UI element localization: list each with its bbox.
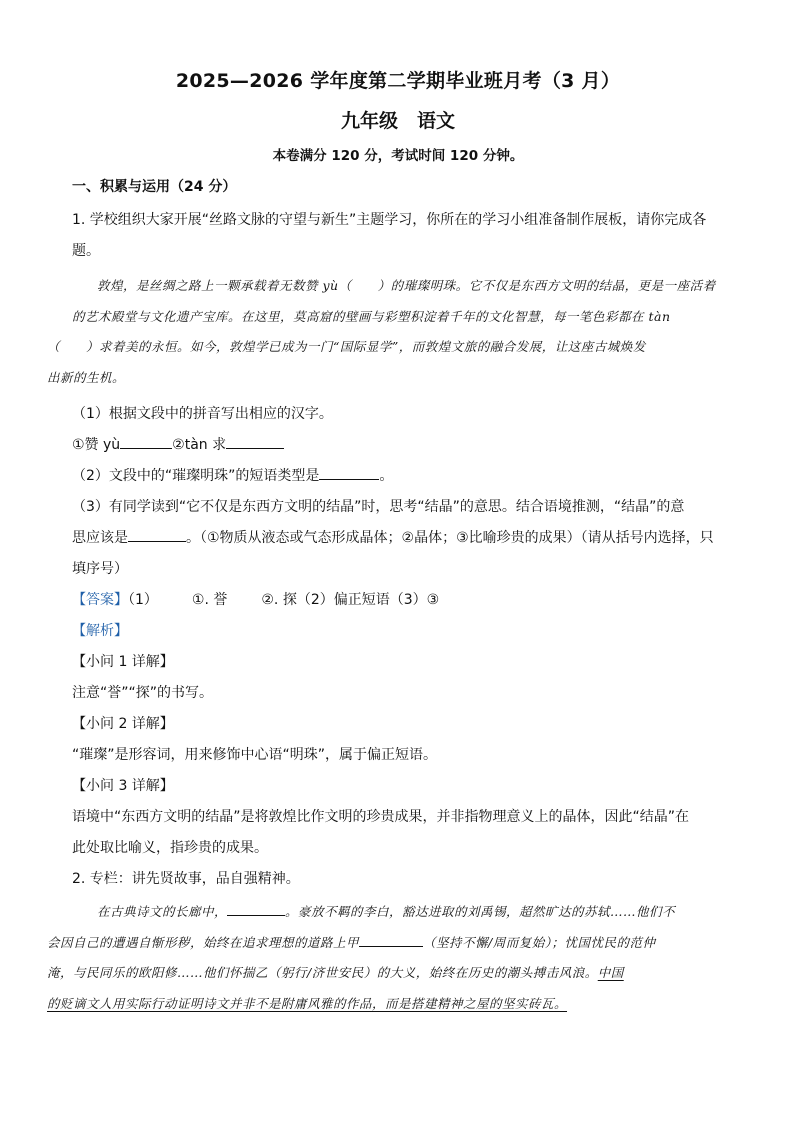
- q1-passage-1b: ）的璀璨明珠。它不仅是东西方文明的结晶，更是一座: [377, 278, 690, 293]
- answer-part1-b: ②. 探（2）偏正短语（3）③: [261, 592, 440, 608]
- q1-sub3-d: 填序号）: [72, 561, 128, 577]
- detail2-text: “璀璨”是形容词，用来修饰中心语“明珠”，属于偏正短语。: [72, 747, 438, 763]
- q1-passage-3a: （: [47, 339, 61, 354]
- q1-sub2-blank[interactable]: [319, 465, 379, 480]
- q1-sub3: [72, 523, 724, 554]
- detail1-label: 【小问 1 详解】: [72, 654, 174, 670]
- q1-sub1-b: ②tàn 求: [172, 437, 227, 453]
- q2-p4-underlined: 的贬谪文人用实际行动证明诗文并非不是附庸风雅的作品，而是搭建精神之屋的坚实砖瓦。: [47, 995, 568, 1011]
- exam-subtitle: 九年级 语文: [340, 110, 455, 132]
- q1-blank-yu[interactable]: [352, 276, 378, 290]
- detail3-text-a: 语境中“东西方文明的结晶”是将敦煌比作文明的珍贵成果，并非指物理意义上的晶体，因此“结晶”在: [72, 809, 690, 825]
- q2-p2b: （坚持不懈/周而复始）；忧国忧民的范仲: [423, 934, 656, 950]
- q1-intro-b: 题。: [72, 243, 100, 259]
- q1-passage-2: 活着的艺术殿堂与文化遗产宝库。在这里，莫高窟的壁画与彩塑积淀着千年的文化智慧，每一笔色彩都在 tàn: [72, 278, 716, 324]
- q1-sub3-a: （3）有同学读到“它不仅是东西方文明的结晶”时，思考“结晶”的意思。结合语境推测，“结晶”的意: [72, 499, 685, 515]
- q2-p2a: 会因自己的遭遇自惭形秽，始终在追求理想的道路上甲: [47, 934, 360, 950]
- q1-passage: [47, 271, 724, 393]
- analysis-label: 【解析】: [72, 623, 128, 639]
- q1-sub1-b-blank[interactable]: [226, 434, 284, 449]
- exam-title: 2025—2026 学年度第二学期毕业班月考（3 月）: [175, 70, 621, 92]
- answer-label: 【答案】: [72, 592, 128, 608]
- q1-intro-a: 1. 学校组织大家开展“丝路文脉的守望与新生”主题学习，你所在的学习小组准备制作展板，请你完成各: [72, 212, 707, 228]
- detail1-text: 注意“誉”“探”的书写。: [72, 685, 214, 701]
- q1-sub2-end: 。: [379, 468, 394, 484]
- detail2-label: 【小问 2 详解】: [72, 716, 174, 732]
- q1-sub3-b: 思应该是: [72, 530, 128, 546]
- q2-p1b: 。豪放不羁的李白，豁达进取的刘禹锡，超然旷达的苏轼……他们不: [285, 904, 676, 919]
- q2-p1a: 在古典诗文的长廊中，: [97, 904, 228, 919]
- detail3-label: 【小问 3 详解】: [72, 778, 174, 794]
- q2-blank-jia[interactable]: [359, 932, 423, 947]
- q2-p3: 淹，与民同乐的欧阳修……他们怀揣乙（躬行/济世安民）的大义，始终在历史的潮头搏击风浪。: [47, 965, 598, 980]
- q1-intro: [72, 205, 724, 236]
- q1-sub2: [72, 461, 724, 492]
- exam-page: [47, 66, 724, 1025]
- q2-p3-underlined: 中国: [597, 965, 624, 980]
- q1-sub1-a-blank[interactable]: [120, 434, 172, 449]
- q2-passage: [47, 897, 724, 1019]
- exam-note: 本卷满分 120 分，考试时间 120 分钟。: [272, 148, 524, 164]
- answer-part1-a: ①. 誉: [191, 592, 228, 608]
- q1-passage-3b: ）求着美的永恒。如今，敦煌学已成为一门“国际显学”，而敦煌文旅的融合发展，让这座古城焕发: [86, 339, 646, 354]
- answer-row: [72, 585, 724, 616]
- q2-intro: 2. 专栏：讲先贤故事，品自强精神。: [72, 871, 300, 887]
- q1-passage-1a: 敦煌，是丝绸之路上一颗承载着无数赞 yù（: [97, 278, 352, 293]
- section-heading: 一、积累与运用（24 分）: [72, 179, 237, 195]
- q1-sub3-c: 。（①物质从液态或气态形成晶体；②晶体；③比喻珍贵的成果）（请从括号内选择，只: [186, 530, 714, 546]
- detail3-text-b: 此处取比喻义，指珍贵的成果。: [72, 840, 268, 856]
- q1-sub2-text: （2）文段中的“璀璨明珠”的短语类型是: [72, 468, 320, 484]
- q1-sub1-a: ①赞 yù: [72, 437, 121, 453]
- q1-sub1-answers: [72, 430, 724, 461]
- answer-part1: （1）: [128, 592, 158, 608]
- q1-blank-tan[interactable]: [60, 337, 86, 351]
- q2-blank-1[interactable]: [227, 901, 285, 916]
- q1-sub1: （1）根据文段中的拼音写出相应的汉字。: [72, 406, 333, 422]
- q1-passage-4: 出新的生机。: [47, 369, 126, 385]
- q1-sub3-blank[interactable]: [128, 527, 186, 542]
